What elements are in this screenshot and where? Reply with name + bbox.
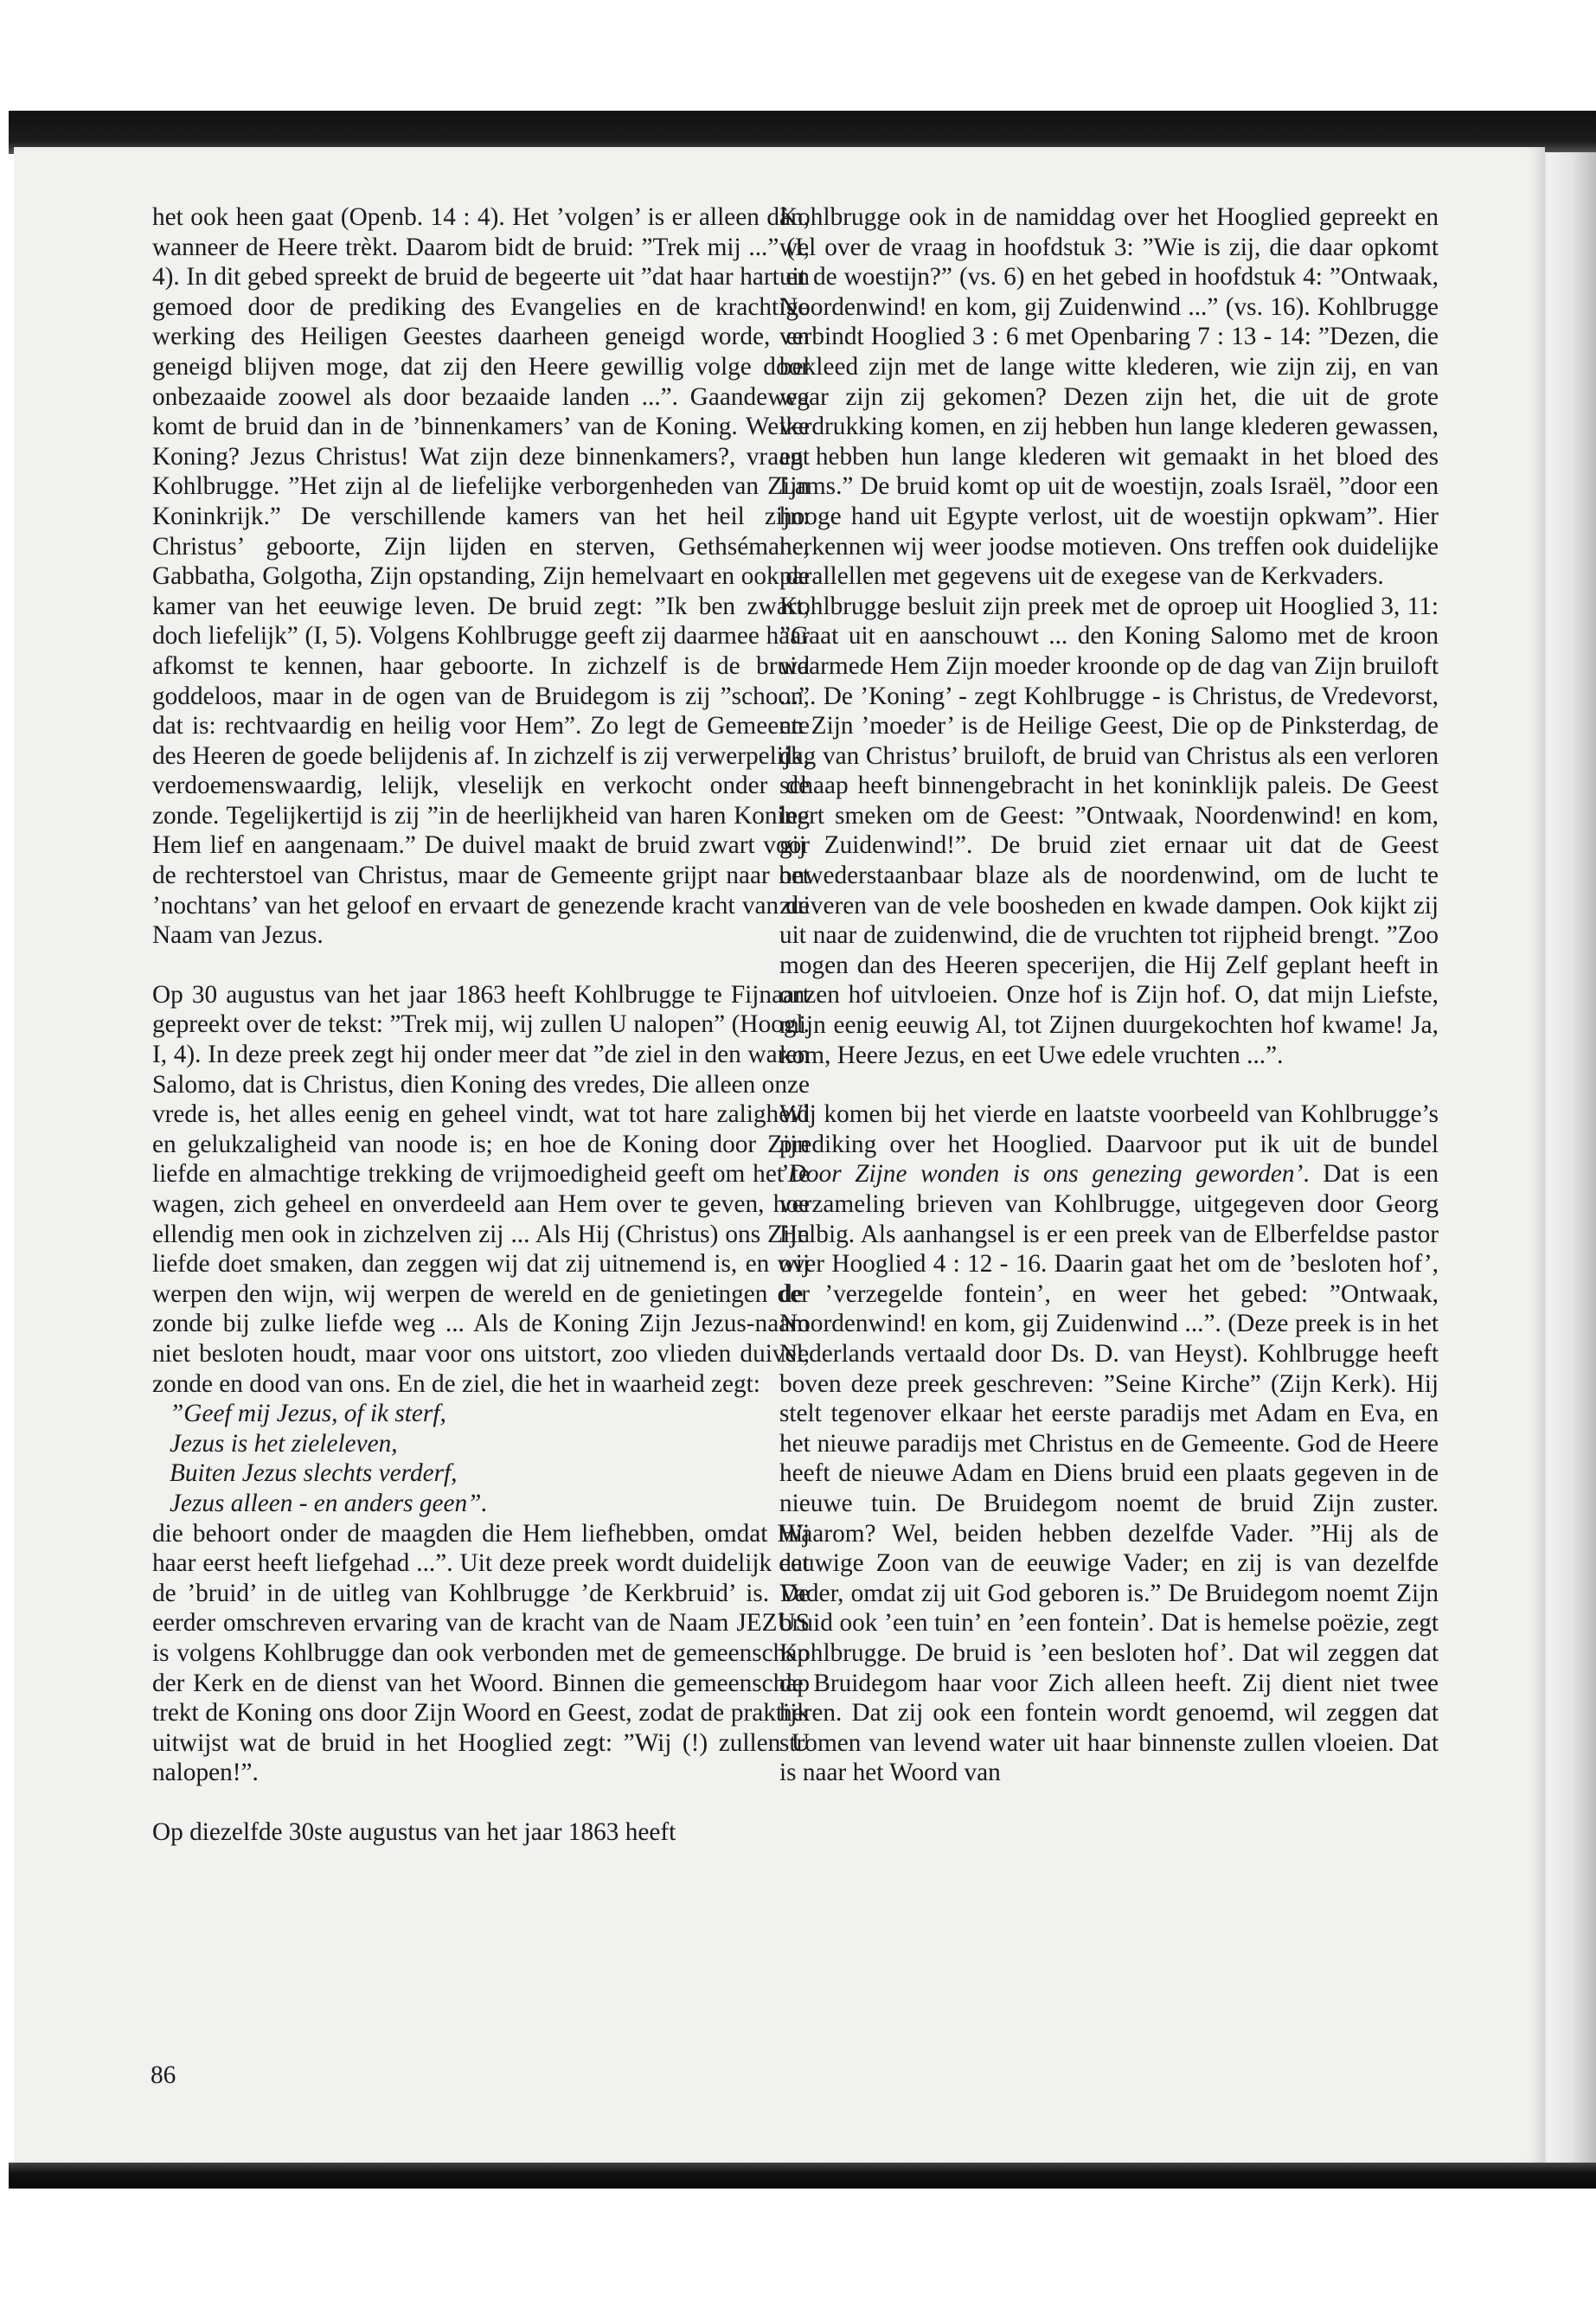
right-paragraph-1: Kohlbrugge ook in de namiddag over het Hooglied gepreekt en wel over de vraag in hoofdstuk 3: ”Wie is zij, die daar opkomt uit de woestijn?” (vs. 6) en het gebed in hoofdstuk 4: ”Ontwaak, Noordenwind! en kom, gij Zuidenwind ...” (vs. 16). Kohlbrugge verbindt Hooglied 3 : 6 met Openbaring 7 : 13 - 14: ”Dezen, die bekleed zijn met de lange witte klederen, wie zijn zij, en van waar zijn zij gekomen? Dezen zijn het, die uit de grote verdrukking komen, en zij hebben hun lange klederen gewassen, en hebben hun lange klederen wit gemaakt in het bloed des Lams.” De bruid komt op uit de woestijn, zoals Israël, ”door een hooge hand uit Egypte verlost, uit de woestijn opkwam”. Hier herkennen wij weer joodse motieven. Ons treffen ook duidelijke parallellen met gegevens uit de exegese van de Kerkvaders. — [779, 203, 1439, 591]
poem-line: Buiten Jezus slechts verderf, — [170, 1459, 458, 1488]
left-paragraph-3: die behoort onder de maagden die Hem liefhebben, omdat Hij haar eerst heeft liefgehad ...”. Uit deze preek wordt duidelijk dat de ’bruid’ in de uitleg van Kohlbrugge ’de Kerkbruid’ is. De eerder omschreven ervaring van de kracht van de Naam JEZUS is volgens Kohlbrugge dan ook verbonden met de gemeenschap der Kerk en de dienst van het Woord. Binnen die gemeenschap trekt de Koning ons door Zijn Woord en Geest, zodat de praktijk uitwijst wat de bruid in het Hooglied zegt: ”Wij (!) zullen U nalopen!”. — [152, 1519, 810, 1787]
left-column — [152, 202, 810, 1847]
scan-border-bottom — [9, 2163, 1596, 2189]
right-paragraph-3-start: Wij komen bij het vierde en laatste voorbeeld van Kohlbrugge’s prediking over het Hooglied. Daarvoor put ik uit de bundel — [779, 1100, 1439, 1158]
poem-quote — [170, 1399, 810, 1518]
poem-line: Jezus alleen - en anders geen”. — [170, 1489, 488, 1517]
book-title: ’Door Zijne wonden is ons genezing geworden’ — [779, 1160, 1304, 1189]
left-paragraph-2: Op 30 augustus van het jaar 1863 heeft Kohlbrugge te Fijnaart gepreekt over de tekst: ”Trek mij, wij zullen U nalopen” (Hoogl. I, 4). In deze preek zegt hij onder meer dat ”de ziel in den waren Salomo, dat is Christus, dien Koning des vredes, Die alleen onze vrede is, het alles eenig en geheel vindt, wat tot hare zaligheid en gelukzaligheid van noode is; en hoe de Koning door Zijn liefde en almachtige trekking de vrijmoedigheid geeft om het te wagen, zich geheel en onverdeeld aan Hem over te geven, hoe ellendig men ook in zichzelven zij ... Als Hij (Christus) ons Zijn liefde doet smaken, dan zeggen wij dat zij uitnemend is, en wij werpen den wijn, wij werpen de wereld en de genietingen der zonde bij zulke liefde weg ... Als de Koning Zijn Jezus-naam niet besloten houdt, maar voor ons uitstort, zoo vlieden duivel, zonde en dood van ons. En de ziel, die het in waarheid zegt: — [152, 980, 810, 1398]
right-paragraph-3 — [779, 1099, 1439, 1788]
paragraph-gap — [152, 1788, 810, 1817]
right-column — [779, 202, 1439, 1788]
left-paragraph-1: het ook heen gaat (Openb. 14 : 4). Het ’volgen’ is er alleen dàn, wanneer de Heere trèkt. Daarom bidt de bruid: ”Trek mij ...” (I, 4). In dit gebed spreekt de bruid de begeerte uit ”dat haar hart en gemoed door de prediking des Evangelies en de krachtige werking des Heiligen Geestes daarheen geneigd worde, en geneigd blijven moge, dat zij den Heere gewillig volge door onbezaaide zoowel als door bezaaide landen ...”. Gaandeweg komt de bruid dan in de ’binnenkamers’ van de Koning. Welke Koning? Jezus Christus! Wat zijn deze binnenkamers?, vraagt Kohlbrugge. ”Het zijn al de liefelijke verborgenheden van Zijn Koninkrijk.” De verschillende kamers van het heil zijn: Christus’ geboorte, Zijn lijden en sterven, Gethsémane, Gabbatha, Golgotha, Zijn opstanding, Zijn hemelvaart en ook de kamer van het eeuwige leven. De bruid zegt: ”Ik ben zwart, doch liefelijk” (I, 5). Volgens Kohlbrugge geeft zij daarmee haar afkomst te kennen, haar geboorte. In zichzelf is de bruid goddeloos, maar in de ogen van de Bruidegom is zij ”schoon, dat is: rechtvaardig en heilig voor Hem”. Zo legt de Gemeente des Heeren de goede belijdenis af. In zichzelf is zij verwerpelijk, verdoemenswaardig, lelijk, vleselijk en verkocht onder de zonde. Tegelijkertijd is zij ”in de heerlijkheid van haren Koning Hem lief en aangenaam.” De duivel maakt de bruid zwart voor de rechterstoel van Christus, maar de Gemeente grijpt naar het ’nochtans’ van het geloof en ervaart de genezende kracht van de Naam van Jezus. — [152, 203, 810, 950]
page-number: 86 — [151, 2061, 176, 2089]
left-paragraph-4: Op diezelfde 30ste augustus van het jaar 1863 heeft — [152, 1817, 676, 1846]
right-paragraph-2: Kohlbrugge besluit zijn preek met de oproep uit Hooglied 3, 11: ”Gaat uit en aanschouwt ... den Koning Salomo met de kroon waarmede Hem Zijn moeder kroonde op de dag van Zijn bruiloft ...”. De ’Koning’ - zegt Kohlbrugge - is Christus, de Vredevorst, en Zijn ’moeder’ is de Heilige Geest, Die op de Pinksterdag, de dag van Christus’ bruiloft, de bruid van Christus als een verloren schaap heeft binnengebracht in het koninklijk paleis. De Geest leert smeken om de Geest: ”Ontwaak, Noordenwind! en kom, gij Zuidenwind!”. De bruid ziet ernaar uit dat de Geest onwederstaanbaar blaze als de noordenwind, om de lucht te zuiveren van de vele boosheden en kwade dampen. Ook kijkt zij uit naar de zuidenwind, die de vruchten tot rijpheid brengt. ”Zoo mogen dan des Heeren specerijen, die Hij Zelf geplant heeft in onzen hof uitvloeien. Onze hof is Zijn hof. O, dat mijn Liefste, mijn eenig eeuwig Al, tot Zijnen duurgekochten hof kwame! Ja, kom, Heere Jezus, en eet Uwe edele vruchten ...”. — [779, 592, 1439, 1069]
paragraph-gap — [152, 951, 810, 980]
poem-line: ”Geef mij Jezus, of ik sterf, — [170, 1400, 446, 1428]
paragraph-gap — [779, 1070, 1439, 1099]
right-paragraph-3-rest: . Dat is een verzameling brieven van Kohlbrugge, uitgegeven door Georg Helbig. Als aanhangsel is er een preek van de Elberfeldse pastor over Hooglied 4 : 12 - 16. Daarin gaat het om de ’besloten hof’, de ’verzegelde fontein’, en weer het gebed: ”Ontwaak, Noordenwind! en kom, gij Zuidenwind ...”. (Deze preek is in het Nederlands vertaald door Ds. D. van Heyst). Kohlbrugge heeft boven deze preek geschreven: ”Seine Kirche” (Zijn Kerk). Hij stelt tegenover elkaar het eerste paradijs met Adam en Eva, en het nieuwe paradijs met Christus en de Gemeente. God de Heere heeft de nieuwe Adam en Diens bruid een plaats gegeven in de nieuwe tuin. De Bruidegom noemt de bruid Zijn zuster. Waarom? Wel, beiden hebben dezelfde Vader. ”Hij als de eeuwige Zoon van de eeuwige Vader; en zij is van dezelfde Vader, omdat zij uit God geboren is.” De Bruidegom noemt Zijn bruid ook ’een tuin’ en ’een fontein’. Dat is hemelse poëzie, zegt Kohlbrugge. De bruid is ’een besloten hof’. Dat wil zeggen dat de Bruidegom haar voor Zich alleen heeft. Zij dient niet twee heren. Dat zij ook een fontein wordt genoemd, wil zeggen dat stromen van levend water uit haar binnenste zullen vloeien. Dat is naar het Woord van — [779, 1160, 1439, 1787]
poem-line: Jezus is het zieleleven, — [170, 1429, 398, 1458]
